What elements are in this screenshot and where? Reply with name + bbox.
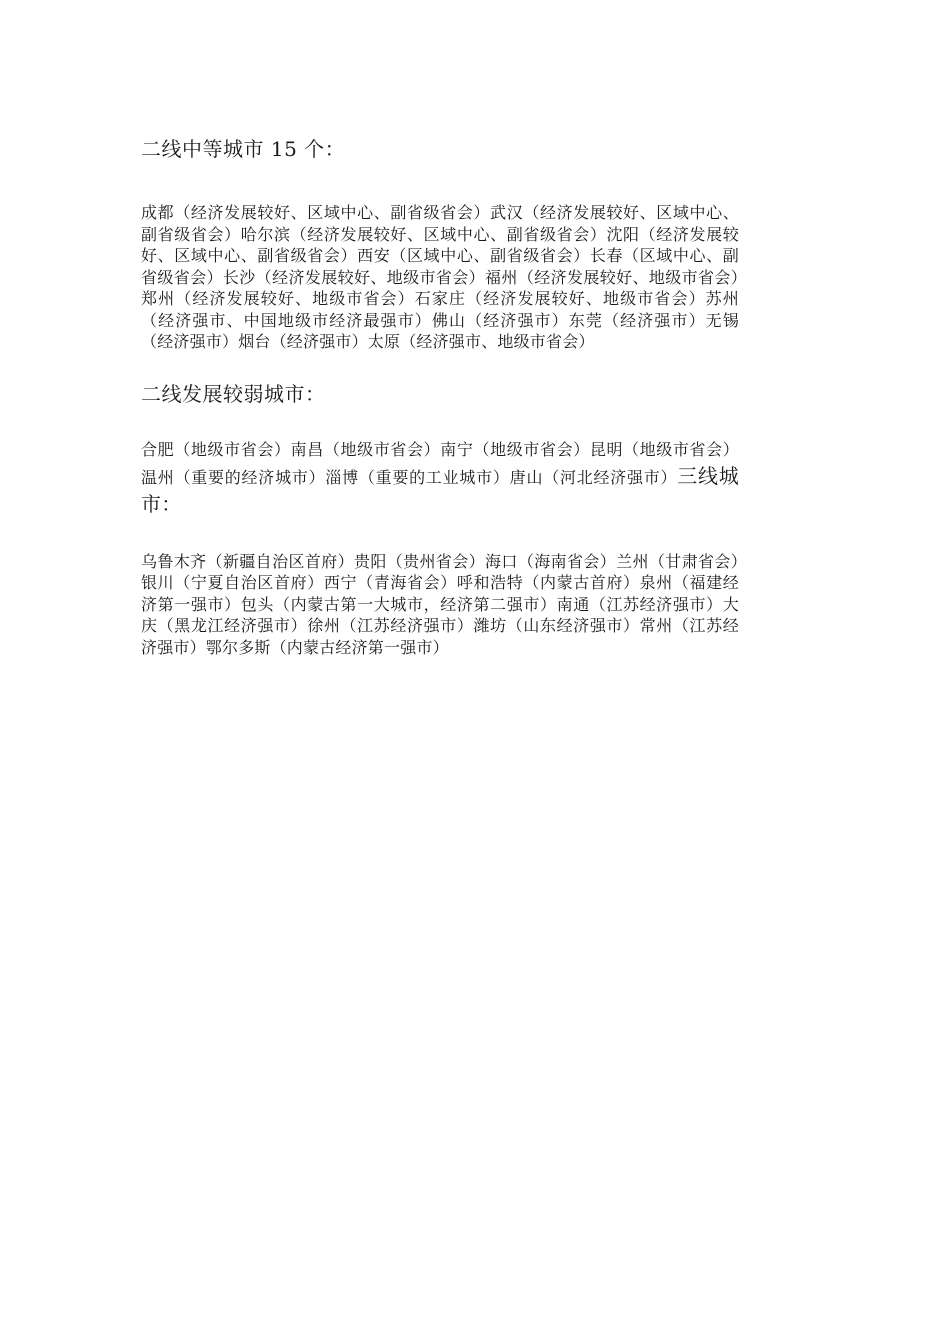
tier2-weak-cities-text: 合肥（地级市省会）南昌（地级市省会）南宁（地级市省会）昆明（地级市省会）温州（重要的经济城市）淄博（重要的工业城市）唐山（河北经济强市） (141, 439, 739, 487)
paragraph-tier2-medium-cities: 成都（经济发展较好、区域中心、副省级省会）武汉（经济发展较好、区域中心、副省级省会）哈尔滨（经济发展较好、区域中心、副省级省会）沈阳（经济发展较好、区域中心、副省级省会）西安（区域中心、副省级省会）长春（区域中心、副省级省会）长沙（经济发展较好、地级市省会）福州（经济发展较好、地级市省会）郑州（经济发展较好、地级市省会）石家庄（经济发展较好、地级市省会）苏州（经济强市、中国地级市经济最强市）佛山（经济强市）东莞（经济强市）无锡（经济强市）烟台（经济强市）太原（经济强市、地级市省会） (141, 203, 739, 351)
paragraph-tier2-weak-cities (141, 437, 739, 519)
paragraph-tier3-cities: 乌鲁木齐（新疆自治区首府）贵阳（贵州省会）海口（海南省会）兰州（甘肃省会）银川（宁夏自治区首府）西宁（青海省会）呼和浩特（内蒙古首府）泉州（福建经济第一强市）包头（内蒙古第一大城市，经济第二强市）南通（江苏经济强市）大庆（黑龙江经济强市）徐州（江苏经济强市）潍坊（山东经济强市）常州（江苏经济强市）鄂尔多斯（内蒙古经济第一强市） (141, 551, 739, 657)
document-body (141, 134, 739, 658)
heading-tier3-cities: 三线城市： (141, 463, 739, 516)
heading-tier2-weak-cities: 二线发展较弱城市： (141, 381, 326, 406)
heading-tier2-medium-cities: 二线中等城市 15 个： (141, 137, 346, 161)
